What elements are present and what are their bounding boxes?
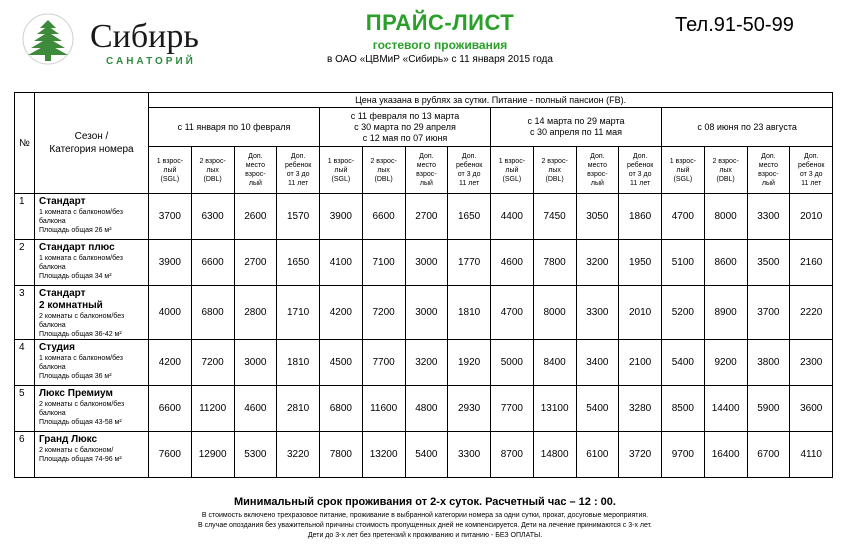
room-description: балкона	[39, 218, 66, 225]
price-cell: 3400	[576, 340, 619, 386]
rate-type-header	[191, 147, 234, 194]
room-name: Студия	[39, 342, 76, 353]
price-cell: 5200	[662, 286, 705, 340]
rate-type-line: (DBL)	[203, 175, 222, 183]
room-description: балкона	[39, 410, 66, 417]
logo-brand: Сибирь	[90, 18, 199, 55]
footer-line: В стоимость включено трехразовое питание, проживание в выбранной категории номера за одни сутки, прокат, досуговые мероприятия.	[201, 512, 649, 519]
rate-type-line: 11 лет	[630, 180, 651, 187]
footer-line: В случае опоздания без уважительной причины стоимость пропущенных дней не компенсируется. Дети на лечение принимаются с 3-х лет.	[197, 522, 653, 529]
rate-type-header	[362, 147, 405, 194]
period-line: с 11 января по 10 февраля	[177, 121, 291, 132]
rate-type-line: 2 взрос-	[712, 157, 739, 165]
price-cell: 11200	[191, 386, 234, 432]
table-row	[15, 194, 833, 240]
room-description: балкона	[39, 364, 66, 371]
price-cell: 8700	[491, 432, 534, 478]
period-header	[662, 108, 833, 147]
price-cell: 3300	[747, 194, 790, 240]
price-cell: 2100	[619, 340, 662, 386]
rate-type-line: Доп.	[248, 153, 263, 160]
price-cell: 5400	[576, 386, 619, 432]
room-category	[35, 286, 149, 340]
rate-type-line: (SGL)	[502, 175, 522, 183]
rate-type-line: Доп.	[804, 153, 819, 160]
price-cell: 4600	[234, 386, 277, 432]
rate-type-line: лый	[590, 180, 604, 187]
price-cell: 3220	[277, 432, 320, 478]
rate-type-line: (SGL)	[160, 175, 180, 183]
price-cell: 1810	[277, 340, 320, 386]
rate-type-line: 1 взрос-	[498, 157, 526, 165]
footer-main: Минимальный срок проживания от 2-х суток. Расчетный час – 12 : 00.	[234, 496, 616, 508]
rate-type-line: 11 лет	[801, 180, 822, 187]
rate-type-line: лый	[761, 180, 775, 187]
rate-type-line: лых	[206, 166, 219, 174]
price-cell: 2160	[790, 240, 833, 286]
price-cell: 13200	[362, 432, 405, 478]
table-row	[15, 286, 833, 340]
price-cell: 3000	[234, 340, 277, 386]
room-name: Стандарт	[39, 288, 86, 299]
price-cell: 5300	[234, 432, 277, 478]
price-cell: 7100	[362, 240, 405, 286]
room-area: Площадь общая 34 м²	[39, 273, 112, 280]
row-number: 2	[15, 240, 35, 286]
footer-notes	[100, 496, 750, 541]
price-cell: 4200	[320, 286, 363, 340]
price-cell: 3600	[790, 386, 833, 432]
rate-type-line: ребенок	[798, 162, 825, 169]
period-line: с 11 февраля по 13 марта	[350, 110, 460, 121]
price-cell: 2600	[234, 194, 277, 240]
price-note: Цена указана в рублях за сутки. Питание - полный пансион (FB).	[149, 93, 833, 108]
row-number: 4	[15, 340, 35, 386]
room-category	[35, 432, 149, 478]
rate-type-line: от 3 до	[286, 171, 310, 178]
rate-type-line: (DBL)	[545, 175, 564, 183]
room-area: Площадь общая 74-96 м²	[39, 456, 122, 463]
rate-type-line: лых	[719, 166, 732, 174]
price-cell: 6800	[320, 386, 363, 432]
price-cell: 7200	[362, 286, 405, 340]
num-column-header: №	[15, 93, 35, 194]
price-cell: 2010	[790, 194, 833, 240]
rate-type-line: (DBL)	[716, 175, 735, 183]
price-cell: 8400	[533, 340, 576, 386]
rate-type-line: 1 взрос-	[669, 157, 697, 165]
price-cell: 1710	[277, 286, 320, 340]
price-cell: 8600	[704, 240, 747, 286]
page-subtitle: гостевого проживания	[372, 38, 508, 52]
price-cell: 2220	[790, 286, 833, 340]
season-column-header	[35, 93, 149, 194]
row-number: 1	[15, 194, 35, 240]
price-cell: 2800	[234, 286, 277, 340]
price-cell: 3720	[619, 432, 662, 478]
logo-subtitle: САНАТОРИЙ	[106, 56, 196, 67]
rate-type-header	[662, 147, 705, 194]
rate-type-line: от 3 до	[628, 171, 652, 178]
row-number: 3	[15, 286, 35, 340]
rate-type-header	[747, 147, 790, 194]
price-cell: 1810	[448, 286, 491, 340]
rate-type-line: ребенок	[626, 162, 654, 169]
room-name: Гранд Люкс	[39, 434, 98, 445]
rate-type-header	[320, 147, 363, 194]
price-cell: 3700	[747, 286, 790, 340]
price-cell: 3700	[149, 194, 192, 240]
price-cell: 3300	[448, 432, 491, 478]
rate-type-line: лый	[419, 180, 433, 187]
price-cell: 2930	[448, 386, 491, 432]
price-cell: 4700	[662, 194, 705, 240]
price-cell: 3000	[405, 240, 448, 286]
room-area: Площадь общая 36-42 м²	[39, 331, 122, 338]
rate-type-header	[149, 147, 192, 194]
rate-type-line: от 3 до	[799, 171, 823, 178]
rate-type-header	[790, 147, 833, 194]
rate-type-line: место	[758, 162, 778, 169]
rate-type-line: Доп.	[419, 153, 434, 160]
rate-type-line: (DBL)	[374, 175, 393, 183]
period-line: с 30 марта по 29 апреля	[354, 121, 456, 132]
rate-type-line: взрос-	[587, 171, 608, 178]
price-cell: 4400	[491, 194, 534, 240]
price-cell: 6600	[191, 240, 234, 286]
price-cell: 4500	[320, 340, 363, 386]
rate-type-line: (SGL)	[673, 175, 693, 183]
price-cell: 7800	[320, 432, 363, 478]
price-cell: 5000	[491, 340, 534, 386]
rate-type-line: Доп.	[632, 153, 648, 160]
price-cell: 7600	[149, 432, 192, 478]
period-header	[320, 108, 491, 147]
price-cell: 12900	[191, 432, 234, 478]
period-line: с 14 марта по 29 марта	[527, 116, 625, 126]
rate-type-line: 2 взрос-	[199, 157, 226, 165]
price-cell: 6800	[191, 286, 234, 340]
room-name: Люкс Премиум	[39, 388, 113, 399]
page-title: ПРАЙС-ЛИСТ	[365, 10, 515, 35]
rate-type-line: 1 взрос-	[327, 157, 355, 165]
price-cell: 5400	[405, 432, 448, 478]
room-category	[35, 194, 149, 240]
rate-type-line: 11 лет	[288, 180, 309, 187]
row-number: 5	[15, 386, 35, 432]
rate-type-line: 2 взрос-	[541, 157, 568, 165]
rate-type-line: место	[587, 162, 607, 169]
rate-type-line: ребенок	[284, 162, 312, 169]
price-cell: 6700	[747, 432, 790, 478]
price-cell: 11600	[362, 386, 405, 432]
price-cell: 8900	[704, 286, 747, 340]
period-header	[491, 108, 662, 147]
room-description: 1 комната с балконом/без	[39, 209, 123, 216]
price-cell: 1650	[448, 194, 491, 240]
price-cell: 2010	[619, 286, 662, 340]
price-cell: 3200	[405, 340, 448, 386]
price-cell: 4800	[405, 386, 448, 432]
rate-type-line: взрос-	[245, 171, 266, 178]
table-row	[15, 240, 833, 286]
price-cell: 3050	[576, 194, 619, 240]
rate-type-line: 11 лет	[459, 180, 480, 187]
price-cell: 3200	[576, 240, 619, 286]
room-description: 2 комнаты с балконом/без	[39, 401, 125, 408]
season-header-line-1: Сезон /	[74, 131, 109, 142]
price-cell: 4600	[491, 240, 534, 286]
room-area: Площадь общая 26 м²	[39, 227, 112, 234]
rate-type-header	[277, 147, 320, 194]
phone-number: Тел.91-50-99	[675, 14, 794, 36]
price-cell: 8000	[533, 286, 576, 340]
sanatorium-logo	[20, 10, 220, 72]
room-name: 2 комнатный	[39, 300, 103, 311]
room-description: 1 комната с балконом/без	[39, 355, 123, 362]
price-cell: 9700	[662, 432, 705, 478]
price-list-header	[300, 10, 580, 65]
rate-type-line: Доп.	[290, 153, 306, 160]
price-cell: 5900	[747, 386, 790, 432]
price-cell: 3280	[619, 386, 662, 432]
rate-type-header	[533, 147, 576, 194]
season-header-line-2: Категория номера	[49, 144, 134, 155]
price-cell: 6300	[191, 194, 234, 240]
price-cell: 16400	[704, 432, 747, 478]
room-area: Площадь общая 43-58 м²	[39, 419, 122, 426]
org-line: в ОАО «ЦВМиР «Сибирь» с 11 января 2015 года	[327, 54, 553, 65]
price-cell: 5400	[662, 340, 705, 386]
price-cell: 1650	[277, 240, 320, 286]
room-category	[35, 386, 149, 432]
rate-type-line: Доп.	[461, 153, 477, 160]
room-description: 2 комнаты с балконом/	[39, 447, 114, 454]
rate-type-line: Доп.	[761, 153, 776, 160]
price-cell: 3900	[320, 194, 363, 240]
price-cell: 1950	[619, 240, 662, 286]
price-cell: 14800	[533, 432, 576, 478]
rate-type-line: взрос-	[758, 171, 779, 178]
price-cell: 6600	[362, 194, 405, 240]
rate-type-line: (SGL)	[331, 175, 351, 183]
price-cell: 7450	[533, 194, 576, 240]
room-category	[35, 340, 149, 386]
period-line: с 12 мая по 07 июня	[362, 132, 448, 143]
price-cell: 7200	[191, 340, 234, 386]
room-area: Площадь общая 36 м²	[39, 373, 112, 380]
rate-type-line: лый	[676, 166, 690, 174]
rate-type-line: лый	[334, 166, 348, 174]
table-row	[15, 432, 833, 478]
price-cell: 1860	[619, 194, 662, 240]
rate-type-header	[704, 147, 747, 194]
price-cell: 1770	[448, 240, 491, 286]
rate-type-line: 2 взрос-	[370, 157, 397, 165]
price-cell: 9200	[704, 340, 747, 386]
price-cell: 4700	[491, 286, 534, 340]
rate-type-header	[491, 147, 534, 194]
price-cell: 8500	[662, 386, 705, 432]
table-row	[15, 386, 833, 432]
row-number: 6	[15, 432, 35, 478]
rate-type-line: лый	[163, 166, 177, 174]
price-cell: 13100	[533, 386, 576, 432]
rate-type-line: Доп.	[590, 153, 605, 160]
rate-type-line: лых	[548, 166, 561, 174]
rate-type-header	[234, 147, 277, 194]
room-description: балкона	[39, 264, 66, 271]
price-cell: 14400	[704, 386, 747, 432]
rate-type-line: ребенок	[455, 162, 483, 169]
price-cell: 4100	[320, 240, 363, 286]
rate-type-line: 1 взрос-	[156, 157, 184, 165]
price-cell: 3500	[747, 240, 790, 286]
price-cell: 4000	[149, 286, 192, 340]
price-cell: 2300	[790, 340, 833, 386]
room-description: 1 комната с балконом/без	[39, 255, 123, 262]
period-line: с 30 апреля по 11 мая	[529, 127, 623, 137]
rate-type-line: взрос-	[416, 171, 437, 178]
price-cell: 1920	[448, 340, 491, 386]
price-cell: 4200	[149, 340, 192, 386]
price-cell: 6600	[149, 386, 192, 432]
period-header	[149, 108, 320, 147]
rate-type-header	[619, 147, 662, 194]
price-cell: 4110	[790, 432, 833, 478]
rate-type-line: место	[245, 162, 265, 169]
room-category	[35, 240, 149, 286]
price-cell: 8000	[704, 194, 747, 240]
rate-type-line: от 3 до	[457, 171, 481, 178]
price-cell: 3300	[576, 286, 619, 340]
price-table	[14, 92, 833, 478]
footer-line: Дети до 3-х лет без претензий к проживанию и питанию - БЕЗ ОПЛАТЫ.	[307, 532, 543, 539]
price-cell: 3800	[747, 340, 790, 386]
table-row	[15, 340, 833, 386]
price-cell: 7800	[533, 240, 576, 286]
room-name: Стандарт плюс	[39, 242, 115, 253]
room-name: Стандарт	[39, 196, 86, 207]
price-cell: 2700	[234, 240, 277, 286]
rate-type-line: лый	[248, 180, 262, 187]
price-cell: 2700	[405, 194, 448, 240]
rate-type-line: место	[416, 162, 436, 169]
price-cell: 7700	[362, 340, 405, 386]
price-cell: 5100	[662, 240, 705, 286]
price-cell: 3000	[405, 286, 448, 340]
rate-type-header	[448, 147, 491, 194]
room-description: 2 комнаты с балконом/без	[39, 313, 125, 320]
price-cell: 7700	[491, 386, 534, 432]
pine-tree-icon	[22, 12, 74, 66]
rate-type-header	[405, 147, 448, 194]
period-line: с 08 июня по 23 августа	[697, 121, 797, 132]
rate-type-header	[576, 147, 619, 194]
rate-type-line: лых	[377, 166, 390, 174]
price-cell: 2810	[277, 386, 320, 432]
price-cell: 3900	[149, 240, 192, 286]
room-description: балкона	[39, 322, 66, 329]
price-cell: 6100	[576, 432, 619, 478]
price-cell: 1570	[277, 194, 320, 240]
rate-type-line: лый	[505, 166, 519, 174]
